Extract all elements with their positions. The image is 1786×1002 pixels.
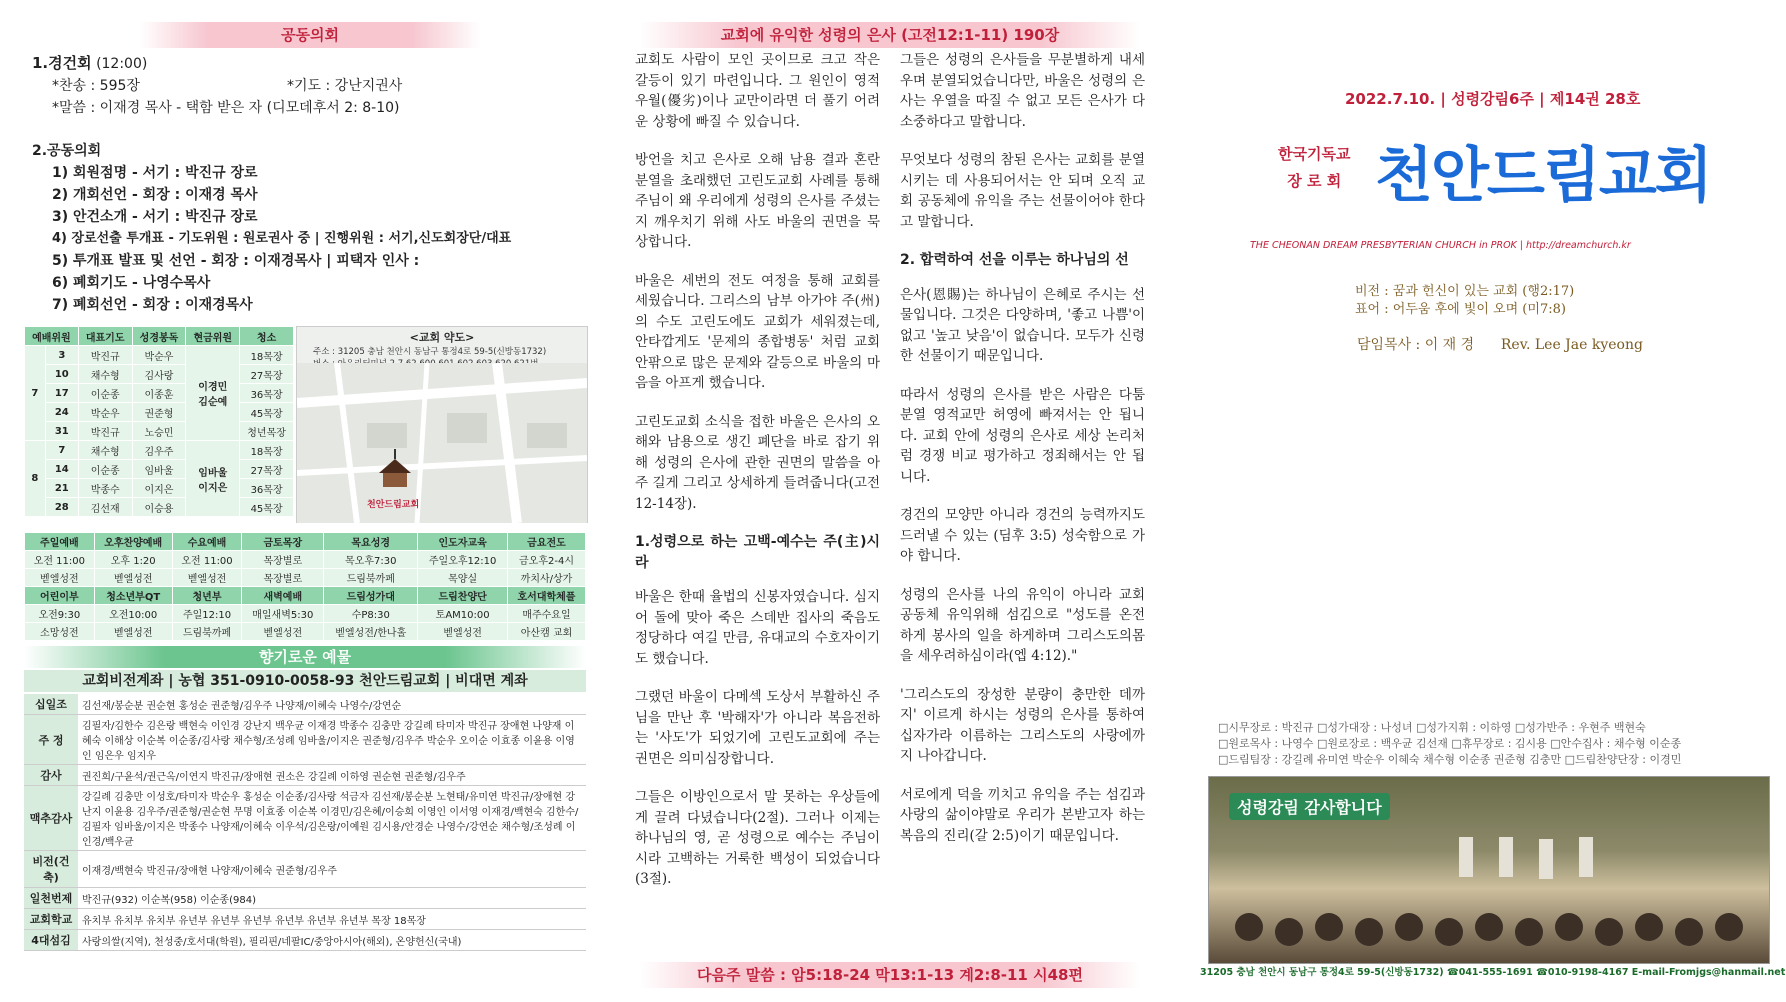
col-header: 대표기도 [78,327,132,346]
worship-info-cell: 소망성전 [25,623,95,641]
sermon-paragraph: 그들은 성령의 은사들을 무분별하게 내세우며 분열되었습니다만, 바울은 성령의 은사는 우열을 따질 수 없고 모든 은사가 다 소중하다고 말합니다. [900,52,1145,130]
worship-info-cell: 아산캠 교회 [507,623,585,641]
offering-category: 비전(건축) [24,851,78,888]
offering-names: 이재경/백현숙 박진규/장애현 나양재/이혜숙 권준형/김우주 [78,851,586,888]
worship-info-cell: 벧엘성전 [418,623,508,641]
denomination-line-1: 한국기독교 [1278,145,1351,163]
map-address: 주소 : 31205 충남 천안시 동남구 통정4로 59-5(신방동1732) [313,347,547,357]
cleaning-cell: 27목장 [240,365,294,384]
cleaning-cell: 27목장 [240,460,294,479]
sermon-column [620,0,1160,1002]
worship-info-cell: 벧엘성전 [25,569,95,587]
section-2-title: 2.공동의회 [32,143,102,159]
worship-name-cell: 금토목장 [242,533,324,551]
account-line: 교회비전계좌 | 농협 351-0910-0058-93 천안드림교회 | 비대면 계좌 [24,670,586,692]
schedule-cell: 박종수 [78,479,132,498]
worship-info-cell: 벧엘성전 [94,569,172,587]
agenda-item: 1) 회원점명 - 서기 : 박진규 장로 [52,165,258,181]
offering-category: 십일조 [24,694,78,715]
worship-info-cell: 금오후2-4시 [507,551,585,569]
worship-info-cell: 목오후7:30 [324,551,418,569]
schedule-cell: 박순우 [132,346,186,365]
worship-name-cell: 드림성가대 [324,587,418,605]
offering-row [24,909,586,930]
sermon-text-col-2 [900,50,1145,864]
sermon-paragraph: 그랬던 바울이 다메섹 도상서 부활하신 주님을 만난 후 '박해자'가 아니라 복음전하는 '사도'가 되었기에 고린도교회에 주는 권면은 의미심장합니다. [635,689,880,767]
worship-name-cell: 새벽예배 [242,587,324,605]
cleaning-cell: 18목장 [240,441,294,460]
worship-info-cell: 목장별로 [242,569,324,587]
offering-steward-cell: 임바울 이지은 [186,441,240,517]
schedule-cell: 이순종 [78,384,132,403]
pastor-line: 담임목사 : 이 재 경 Rev. Lee Jae kyeong [1357,337,1643,353]
worship-name-cell: 청년부 [172,587,242,605]
worship-info-cell: 목양실 [418,569,508,587]
staff-list [1218,720,1778,768]
schedule-cell: 채수형 [78,365,132,384]
schedule-cell: 김사랑 [132,365,186,384]
schedule-cell: 박진규 [78,422,132,441]
schedule-cell: 28 [45,498,78,517]
worship-row [25,533,586,551]
cleaning-cell: 45목장 [240,498,294,517]
worship-info-cell: 매주수요일 [507,605,585,623]
offering-row [24,888,586,909]
schedule-cell: 14 [45,460,78,479]
worship-info-cell: 목장별로 [242,551,324,569]
agenda-item: 3) 안건소개 - 서기 : 박진규 장로 [52,209,258,225]
schedule-cell: 권준형 [132,403,186,422]
worship-name-cell: 인도자교육 [418,533,508,551]
photo-banner: 성령강림 감사합니다 [1229,793,1390,820]
worship-name-cell: 수요예배 [172,533,242,551]
sermon-paragraph: 바울은 한때 율법의 신봉자였습니다. 심지어 돌에 맞아 죽은 스데반 집사의 죽음도 정당하다 여길 만큼, 유대교의 수호자이기도 했습니다. [635,589,880,667]
section-1-time: (12:00) [96,56,148,72]
sermon-paragraph: 고린도교회 소식을 접한 바울은 은사의 오해와 남용으로 생긴 폐단을 바로 잡기 위해 성령의 은사에 관한 권면의 말씀을 아주 길게 그리고 상세하게 들려줍니다(고전 12-14장). [635,413,880,512]
schedule-row [25,346,294,365]
section-1-title: 1.경건회 [32,54,92,72]
agenda-item: 7) 폐회선언 - 회장 : 이재경목사 [52,297,253,313]
worship-info-cell: 오후 1:20 [94,551,172,569]
agenda-item: 5) 투개표 발표 및 선언 - 회장 : 이재경목사 | 피택자 인사 : [52,253,420,269]
left-column [0,0,600,1002]
offering-category: 맥추감사 [24,786,78,851]
schedule-cell: 김선재 [78,498,132,517]
worship-info-cell: 벧엘성전 [172,569,242,587]
worship-info-cell: 수P8:30 [324,605,418,623]
sermon-paragraph: 서로에게 덕을 끼치고 유익을 주는 섬김과 사랑의 삶이야말로 우리가 본받고자 하는 복음의 진리(갈 2:5)이기 때문입니다. [900,786,1145,844]
denomination [1278,143,1350,191]
schedule-cell: 3 [45,346,78,365]
worship-name-cell: 목요성경 [324,533,418,551]
denomination-line-2: 장 로 회 [1287,172,1342,190]
offering-row [24,786,586,851]
worship-info-cell: 토AM10:00 [418,605,508,623]
schedule-row [25,365,294,384]
schedule-cell: 7 [45,441,78,460]
worship-info-cell: 오전 11:00 [25,551,95,569]
schedule-row [25,403,294,422]
schedule-cell: 21 [45,479,78,498]
agenda-item: 6) 폐회기도 - 나영수목사 [52,275,211,291]
schedule-cell: 17 [45,384,78,403]
worship-name-cell: 청소년부QT [94,587,172,605]
offering-table [24,694,586,951]
worship-row [25,569,586,587]
worship-row [25,587,586,605]
cover-column [1190,0,1786,1002]
offering-steward-cell: 이경민 김순예 [186,346,240,441]
schedule-cell: 이종훈 [132,384,186,403]
staff-line: □드림팀장 : 강길례 유미연 박순우 이혜숙 채수형 이순종 권준형 김충만 □드림찬양단장 : 이경민 [1218,753,1682,766]
schedule-cell: 임바울 [132,460,186,479]
staff-line: □시무장로 : 박진규 □성가대장 : 나성녀 □성가지휘 : 이하영 □성가반주 : 우현주 백현숙 [1218,721,1646,734]
church-logo [1375,128,1711,214]
col-header: 현금위원 [186,327,240,346]
photo-congregation [1209,777,1769,963]
sermon-paragraph: 교회도 사람이 모인 곳이므로 크고 작은 갈등이 있기 마련입니다. 그 원인이 영적 우월(優劣)이나 교만이라면 더 풀기 어려운 상황에 빠질 수 있습니다. [635,52,880,130]
cleaning-cell: 18목장 [240,346,294,365]
cleaning-cell: 36목장 [240,384,294,403]
col-header: 청소 [240,327,294,346]
worship-row [25,551,586,569]
sermon-line: *말씀 : 이재경 목사 - 택함 받은 자 (디모데후서 2: 8-10) [52,100,400,116]
agenda-item: 2) 개회선언 - 회장 : 이재경 목사 [52,187,258,203]
schedule-cell: 박순우 [78,403,132,422]
offering-names: 유치부 유치부 유치부 유년부 유년부 유년부 유년부 유년부 유년부 목장 18목장 [78,909,586,930]
offering-names: 김필자/김한수 김은랑 백현숙 이인경 강난지 백우균 이재경 박종수 김충만 강길례 타미자 박진규 장애현 나양재 이혜숙 이해상 이순복 이순종/김사랑 채수형/조성례 임바울/이지은 권준형/김우주 박순우 오이순 이효종 이윤용 이영인 임은우 임지우 [78,715,586,765]
sermon-paragraph: 경건의 모양만 아니라 경건의 능력까지도 드러낼 수 있는 (딤후 3:5) 성숙함으로 가야 합니다. [900,507,1145,564]
schedule-cell: 10 [45,365,78,384]
worship-times [24,532,586,641]
worship-row [25,605,586,623]
logo-text: 천안드림교회 [1375,141,1711,211]
schedule-row [25,460,294,479]
offering-row [24,851,586,888]
church-map [296,326,588,523]
sermon-paragraph: 바울은 세번의 전도 여정을 통해 교회를 세웠습니다. 그리스의 남부 아가야 주(州)의 수도 고린도에도 교회가 세워졌는데, 안타깝게도 '문제의 종합병동' 처럼 교회 안팎으로 많은 문제와 갈등으로 바울의 마음을 아프게 했습니다. [635,272,880,391]
worship-info-cell: 오전9:30 [25,605,95,623]
map-title: <교회 약도> [409,331,475,344]
worship-name-cell: 드림찬양단 [418,587,508,605]
english-name: THE CHEONAN DREAM PRESBYTERIAN CHURCH in PROK | http://dreamchurch.kr [1250,240,1631,251]
worship-name-cell: 금요전도 [507,533,585,551]
worship-info-cell: 벧엘성전 [94,623,172,641]
offering-names: 사랑의쌀(지역), 천성중/호서대(학원), 필리핀/네팔IC/중앙아시아(해외), 온양헌신(국내) [78,930,586,951]
worship-info-cell: 벧엘성전 [242,623,324,641]
issue-date: 2022.7.10. | 성령강림6주 | 제14권 28호 [1345,90,1641,108]
worship-info-cell: 오전10:00 [94,605,172,623]
col-header: 예배위원 [25,327,79,346]
offering-names: 권진희/구윤석/권근옥/이연지 박진규/장애현 권소은 강길례 이하영 권순현 권준형/김우주 [78,765,586,786]
schedule-row [25,441,294,460]
vision-line: 비전 : 꿈과 헌신이 있는 교회 (행2:17) [1355,284,1575,299]
worship-info-cell: 오전 11:00 [172,551,242,569]
schedule-cell: 노승민 [132,422,186,441]
schedule-cell: 24 [45,403,78,422]
offering-row [24,930,586,951]
worship-name-cell: 호서대학체플 [507,587,585,605]
sermon-paragraph: 그들은 이방인으로서 말 못하는 우상들에게 끌려 다녔습니다(2절). 그러나 이제는 하나님의 영, 곧 성령으로 예수는 주님이시라 고백하는 거룩한 백성이 되었습니다(3절). [635,789,880,887]
duty-table [24,326,294,517]
month-cell: 8 [25,441,46,517]
schedule-cell: 김우주 [132,441,186,460]
map-church-label: 천안드림교회 [367,500,420,510]
sermon-paragraph: 무엇보다 성령의 참된 은사는 교회를 분열시키는 데 사용되어서는 안 되며 오직 교회 공동체에 유익을 주는 선물이어야 한다고 말합니다. [900,152,1145,230]
worship-section [32,52,592,119]
schedule-row [25,479,294,498]
next-week-banner: 다음주 말씀 : 암5:18-24 막13:1-13 계2:8-11 시48편 [640,962,1140,988]
schedule-cell: 이지은 [132,479,186,498]
schedule-cell: 박진규 [78,346,132,365]
worship-info-cell: 주일12:10 [172,605,242,623]
schedule-row [25,498,294,517]
sermon-paragraph: 성령의 은사를 나의 유익이 아니라 교회 공동체 유익위해 섬김으로 "성도를 온전하게 봉사의 일을 하게하며 그리스도의몸을 세우려하심이라(엡 4:12)." [900,586,1145,664]
schedule-cell: 이승용 [132,498,186,517]
offering-category: 주 정 [24,715,78,765]
schedule-cell: 채수형 [78,441,132,460]
sermon-paragraph: 방언을 치고 은사로 오해 남용 결과 혼란 분열을 초래했던 고린도교회 사례를 통해 주님이 왜 우리에게 성령의 은사를 주셨는지 깨우치기 위해 사도 바울의 권면을 묵상합니다. [635,152,880,250]
motto-line: 표어 : 어두움 후에 빛이 오며 (미7:8) [1355,302,1566,317]
schedule-row [25,384,294,403]
congregation-meeting-banner: 공동의회 [140,22,480,48]
cleaning-cell: 45목장 [240,403,294,422]
worship-name-cell: 어린이부 [25,587,95,605]
sermon-heading: 2. 합력하여 선을 이루는 하나님의 선 [900,252,1129,268]
worship-times-table [24,532,586,641]
sermon-text-col-1 [635,50,880,908]
worship-name-cell: 오후찬양예배 [94,533,172,551]
offering-names: 박진규(932) 이순복(958) 이순종(984) [78,888,586,909]
offering-title: 향기로운 예물 [24,646,586,668]
schedule-row [25,422,294,441]
offering-names: 김선재/봉순분 권순현 홍성순 권준형/김우주 나양재/이혜숙 나영수/강연순 [78,694,586,715]
agenda-section [32,140,597,316]
offering-category: 교회학교 [24,909,78,930]
worship-row [25,623,586,641]
month-cell: 7 [25,346,46,441]
offering-category: 감사 [24,765,78,786]
schedule-cell: 이순종 [78,460,132,479]
cleaning-cell: 청년목장 [240,422,294,441]
offering-row [24,765,586,786]
offering-category: 일천번제 [24,888,78,909]
worship-info-cell: 드림북까페 [172,623,242,641]
offering-category: 4대섬김 [24,930,78,951]
worship-photo [1208,776,1770,964]
staff-line: □원로목사 : 나영수 □원로장로 : 백우균 김선재 □휴무장로 : 김시용 □안수집사 : 채수형 이순종 [1218,737,1682,750]
offering-row [24,715,586,765]
worship-info-cell: 까치사/상가 [507,569,585,587]
cleaning-cell: 36목장 [240,479,294,498]
map-drawing [297,363,587,523]
sermon-heading: 1.성령으로 하는 고백-예수는 주(主)시라 [635,534,880,571]
offering-names: 강길례 김충만 이성호/타미자 박순우 홍성순 이순종/김사랑 석금자 김선재/봉순분 노현태/유미연 박진규/장애현 강난지 이윤용 김우주/권준형/권순현 무명 이효종 이순복 이경민/김은혜/이승희 이영인 이서영 이재경/백현숙 김한수/김필자 임바울/이지은 박종수 나양재/이혜숙 이우석/김은랑/이예원 김시용/안경순 나영수/강연순 채수형/조성례 이인경/백우균 [78,786,586,851]
agenda-item: 4) 장로선출 투개표 - 기도위원 : 원로권사 중 | 진행위원 : 서기,신도회장단/대표 [52,231,512,246]
offering-list [24,694,586,951]
prayer-line: *기도 : 강난지권사 [287,78,403,94]
worship-info-cell: 주일오후12:10 [418,551,508,569]
schedule-cell: 31 [45,422,78,441]
sermon-paragraph: '그리스도의 장성한 분량이 충만한 데까지' 이르게 하시는 성령의 은사를 통하여 십자가라 이름하는 그리스도의 사랑에까지 나아갑니다. [900,686,1145,764]
worship-info-cell: 드림북까페 [324,569,418,587]
hymn-line: *찬송 : 595장 [52,78,140,94]
service-duty-schedule [24,326,294,517]
sermon-paragraph: 은사(恩賜)는 하나님이 은혜로 주시는 선물입니다. 그것은 다양하며, '좋고 나쁨'이 없고 '높고 낮음'이 없습니다. 모두가 신령한 선물이기 때문입니다. [900,286,1145,364]
sermon-paragraph: 따라서 성령의 은사를 받은 사람은 다툼 분열 영적교만 허영에 빠져서는 안 됩니다. 교회 안에 성령의 은사로 세상 논리처럼 경쟁 비교 평가하고 정죄해서는 안 됩니다. [900,386,1145,485]
worship-info-cell: 매일새벽5:30 [242,605,324,623]
offering-row [24,694,586,715]
worship-name-cell: 주일예배 [25,533,95,551]
contact-line: 31205 충남 천안시 동남구 통정4로 59-5(신방동1732) ☎041-555-1691 ☎010-9198-4167 E-mail-Fromjgs@hanmail.net [1200,967,1786,978]
col-header: 성경봉독 [132,327,186,346]
worship-info-cell: 벧엘성전/한나홀 [324,623,418,641]
sermon-title-banner: 교회에 유익한 성령의 은사 (고전12:1-11) 190장 [640,22,1140,48]
